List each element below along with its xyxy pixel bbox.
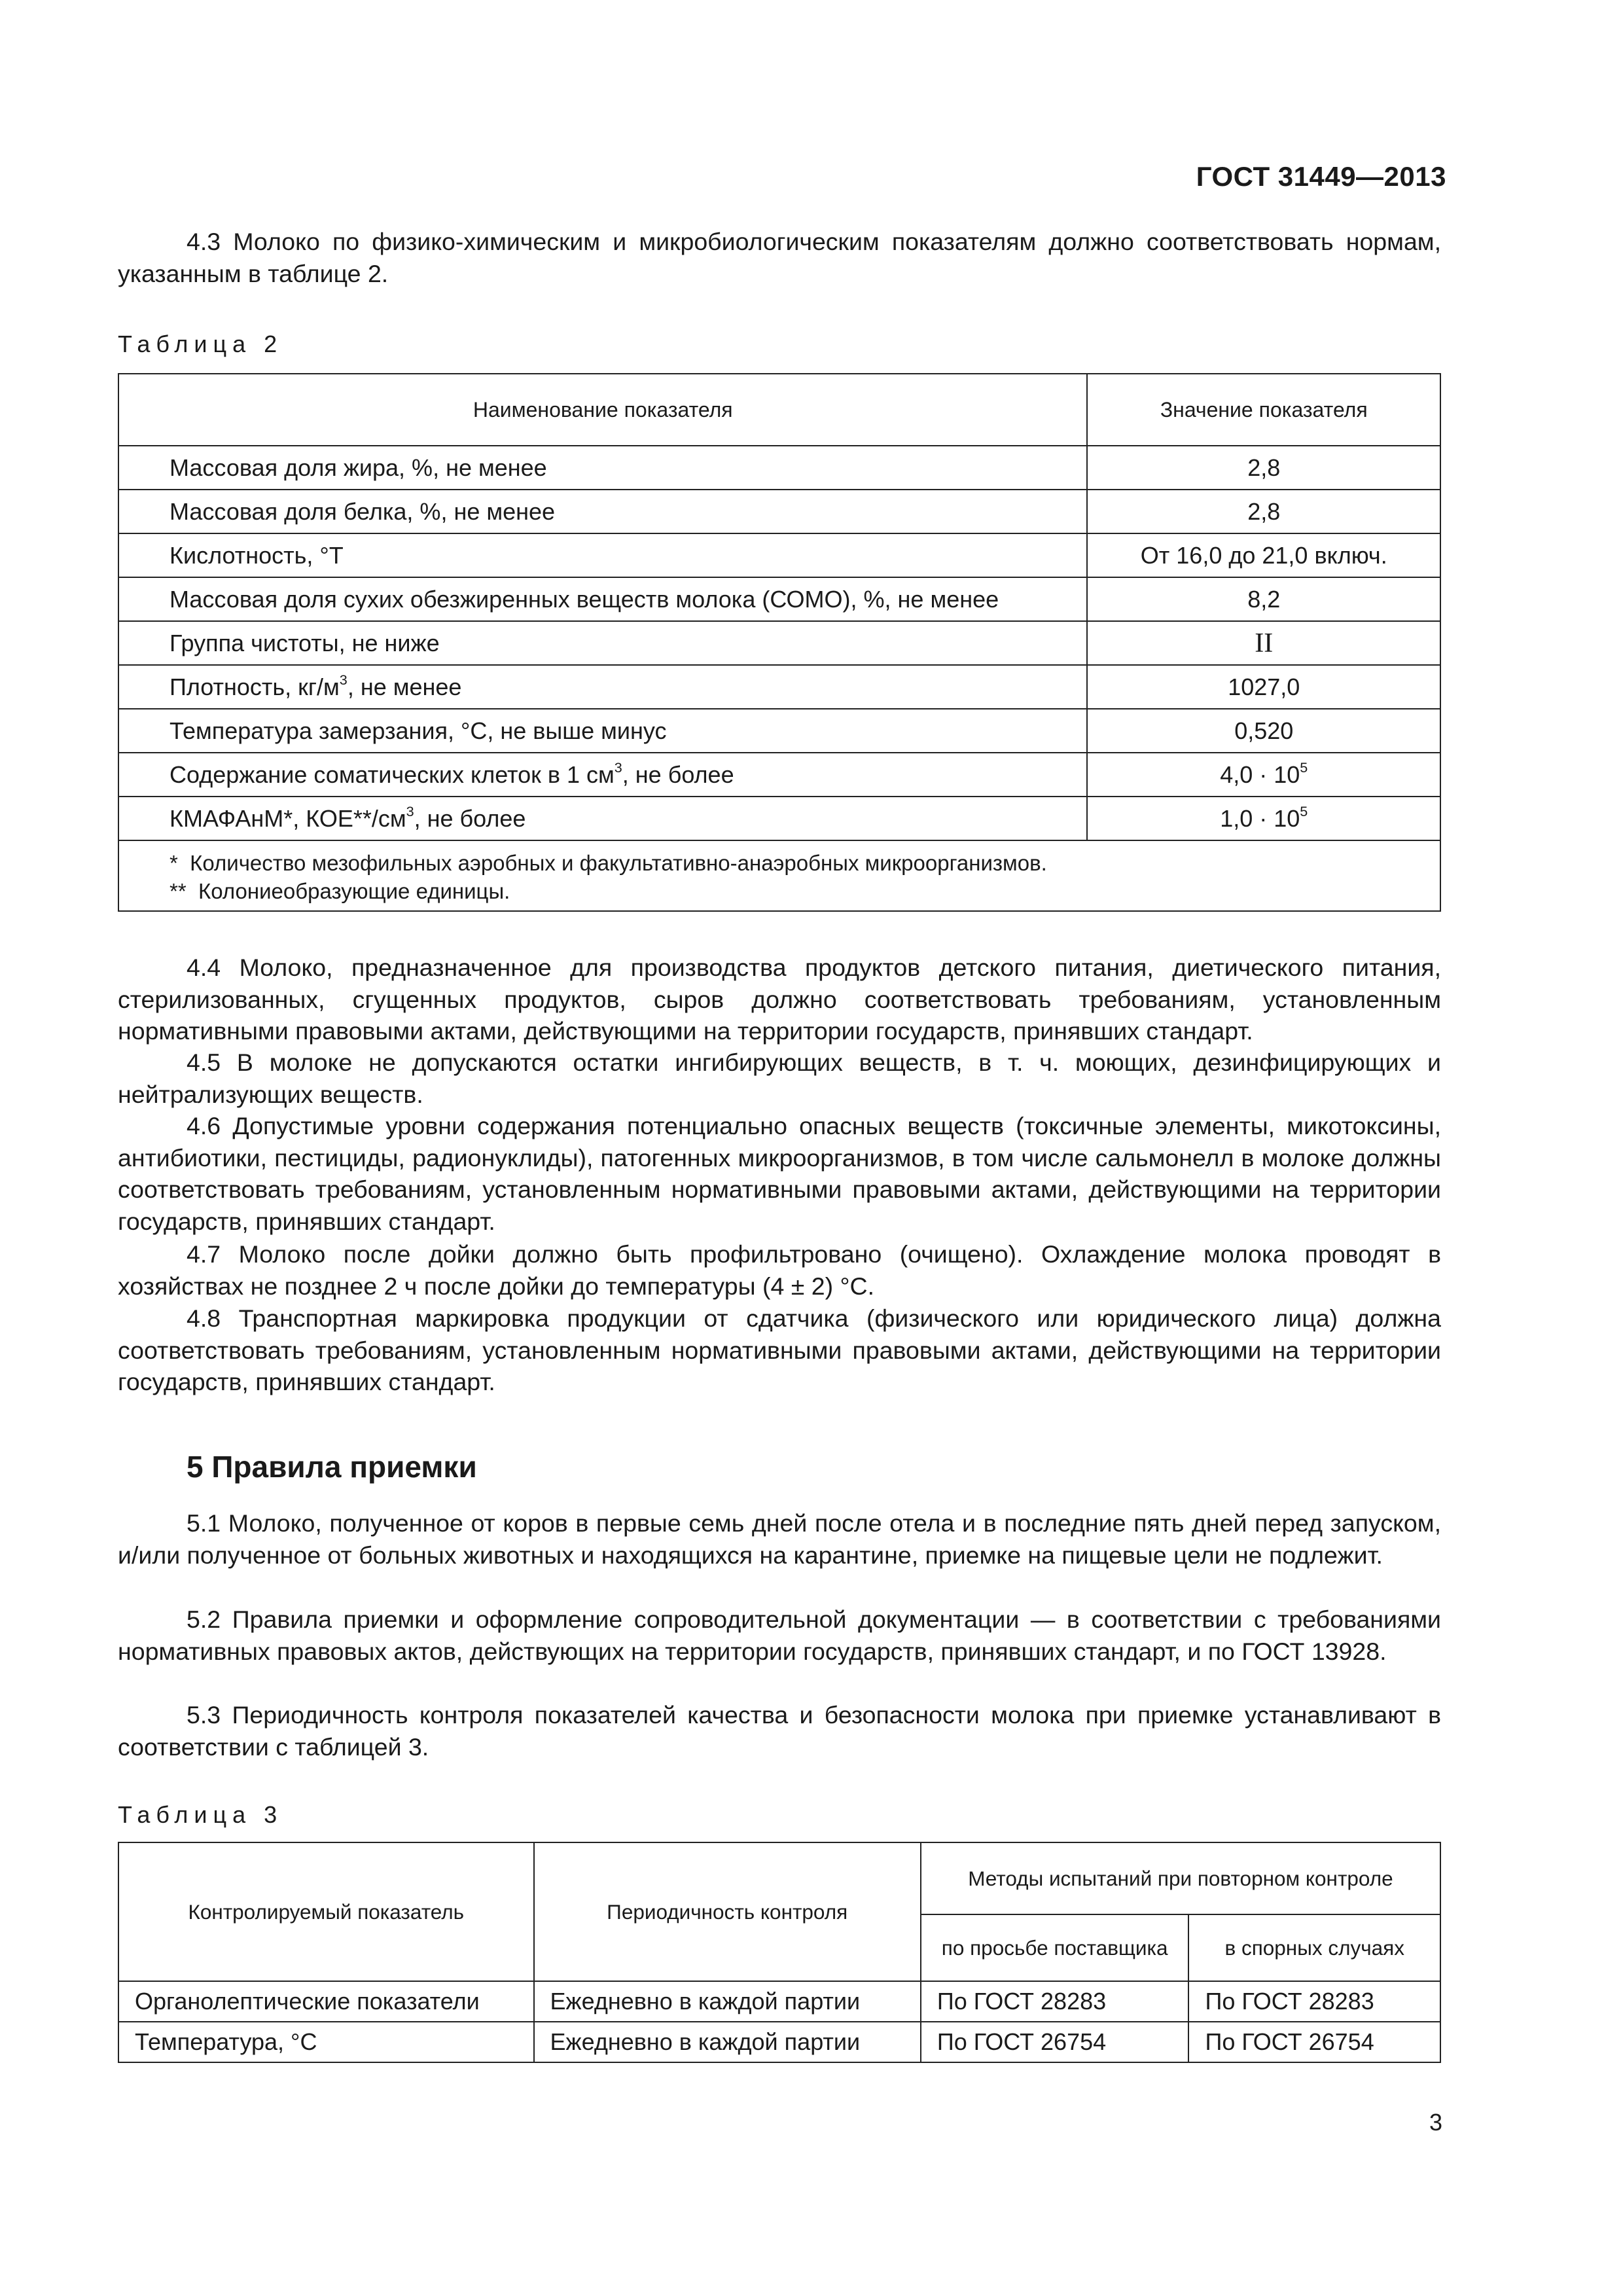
indicator-name: Массовая доля белка, %, не менее — [118, 490, 1087, 533]
table-row — [118, 490, 1440, 533]
table-3-header-row — [118, 1842, 1440, 1914]
table-row — [118, 577, 1440, 621]
paragraph-4-6 — [118, 1110, 1441, 1237]
paragraph-4-7 — [118, 1238, 1441, 1302]
method-disputes: По ГОСТ 28283 — [1188, 1981, 1440, 2022]
paragraph-5-2-text: 5.2 Правила приемки и оформление сопроводительной документации — в соответствии с требованиями нормативных правовых актов, действующих на территории государств, принявших стандарт, и по ГОСТ 13928. — [118, 1605, 1441, 1665]
table-3-header-disputes: в спорных случаях — [1188, 1914, 1440, 1981]
indicator-value: 2,8 — [1087, 490, 1440, 533]
paragraph-4-3-text: 4.3 Молоко по физико-химическим и микробиологическим показателям должно соответствовать нормам, указанным в таблице 2. — [118, 228, 1441, 287]
indicator-name: Плотность, $кг/м^3$, не менее — [118, 665, 1087, 709]
method-disputes: По ГОСТ 26754 — [1188, 2022, 1440, 2062]
indicator-value: 1027,0 — [1087, 665, 1440, 709]
paragraph-5-1-text: 5.1 Молоко, полученное от коров в первые семь дней после отела и в последние пять дней перед запуском, и/или полученное от больных животных и находящихся на карантине, приемке на пищевые цели не подлежит. — [118, 1509, 1441, 1569]
control-periodicity: Ежедневно в каждой партии — [534, 1981, 921, 2022]
paragraph-5-1 — [118, 1507, 1441, 1571]
table-2-header-name: Наименование показателя — [118, 374, 1087, 446]
indicator-name: Температура замерзания, °С, не выше минус — [118, 709, 1087, 753]
table-row — [118, 797, 1440, 840]
table-row — [118, 621, 1440, 665]
table-row — [118, 753, 1440, 797]
indicator-value: 0,520 — [1087, 709, 1440, 753]
paragraph-5-2 — [118, 1604, 1441, 1667]
paragraph-5-3-text: 5.3 Периодичность контроля показателей качества и безопасности молока при приемке устанавливают в соответствии с таблицей 3. — [118, 1701, 1441, 1761]
table-row — [118, 665, 1440, 709]
table-3-header-supplier: по просьбе поставщика — [921, 1914, 1189, 1981]
table-3-caption: Таблица 3 — [118, 1801, 283, 1828]
table-2-notes-row — [118, 840, 1440, 911]
document-code: ГОСТ 31449—2013 — [1196, 161, 1446, 192]
indicator-name: Массовая доля сухих обезжиренных веществ молока (СОМО), %, не менее — [118, 577, 1087, 621]
paragraph-4-8 — [118, 1302, 1441, 1398]
paragraph-4-5 — [118, 1047, 1441, 1110]
indicator-value: От 16,0 до 21,0 включ. — [1087, 533, 1440, 577]
paragraph-4-7-text: 4.7 Молоко после дойки должно быть профильтровано (очищено). Охлаждение молока проводят в хозяйствах не позднее 2 ч после дойки до температуры (4 ± 2) °С. — [118, 1240, 1441, 1300]
table-3-header-methods: Методы испытаний при повторном контроле — [921, 1842, 1440, 1914]
table-2-caption: Таблица 2 — [118, 331, 283, 357]
controlled-indicator: Органолептические показатели — [118, 1981, 534, 2022]
paragraph-4-3 — [118, 226, 1441, 289]
table-row — [118, 446, 1440, 490]
indicator-name: Кислотность, °Т — [118, 533, 1087, 577]
table-2-header-row — [118, 374, 1440, 446]
indicator-value: 2,8 — [1087, 446, 1440, 490]
table-2-note-1: * Количество мезофильных аэробных и факультативно-анаэробных микроорганизмов. — [169, 851, 1047, 875]
indicator-value: $1,0 \cdot 10^5$ — [1087, 797, 1440, 840]
paragraph-4-4-text: 4.4 Молоко, предназначенное для производства продуктов детского питания, диетического питания, стерилизованных, сгущенных продуктов, сыров должно соответствовать требованиям, установленным нормативными правовыми актами, действующими на территории государств, принявших стандарт. — [118, 954, 1441, 1045]
table-3-header-periodicity: Периодичность контроля — [534, 1842, 921, 1981]
paragraph-4-8-text: 4.8 Транспортная маркировка продукции от сдатчика (физического или юридического лица) должна соответствовать требованиям, установленным нормативными правовыми актами, действующими на территории государств, принявших стандарт. — [118, 1304, 1441, 1395]
indicator-name: Содержание соматических клеток в 1 $см^3$, не более — [118, 753, 1087, 797]
section-5-title: 5 Правила приемки — [187, 1450, 477, 1484]
paragraph-4-5-text: 4.5 В молоке не допускаются остатки ингибирующих веществ, в т. ч. моющих, дезинфицирующих и нейтрализующих веществ. — [118, 1049, 1441, 1108]
table-row — [118, 2022, 1440, 2062]
paragraph-4-4 — [118, 952, 1441, 1047]
indicator-value: 8,2 — [1087, 577, 1440, 621]
page-number: 3 — [1429, 2109, 1442, 2136]
table-3-header-indicator: Контролируемый показатель — [118, 1842, 534, 1981]
table-3 — [118, 1842, 1441, 2063]
control-periodicity: Ежедневно в каждой партии — [534, 2022, 921, 2062]
table-row — [118, 1981, 1440, 2022]
method-supplier-request: По ГОСТ 28283 — [921, 1981, 1189, 2022]
table-2-header-value: Значение показателя — [1087, 374, 1440, 446]
table-row — [118, 533, 1440, 577]
indicator-name: КМАФАнМ*, $КОЕ**/см^3$, не более — [118, 797, 1087, 840]
paragraph-5-3 — [118, 1699, 1441, 1763]
indicator-value: II — [1087, 621, 1440, 665]
paragraph-4-6-text: 4.6 Допустимые уровни содержания потенциально опасных веществ (токсичные элементы, микотоксины, антибиотики, пестициды, радионуклиды), патогенных микроорганизмов, в том числе сальмонелл в молоке должны соответствовать требованиям, установленным нормативными правовыми актами, действующими на территории государств, принявших стандарт. — [118, 1112, 1441, 1235]
controlled-indicator: Температура, °С — [118, 2022, 534, 2062]
indicator-name: Группа чистоты, не ниже — [118, 621, 1087, 665]
table-2-notes — [118, 840, 1440, 911]
table-2 — [118, 373, 1441, 912]
table-2-note-2: ** Колониеобразующие единицы. — [169, 879, 510, 903]
indicator-name: Массовая доля жира, %, не менее — [118, 446, 1087, 490]
indicator-value: $4,0 \cdot 10^5$ — [1087, 753, 1440, 797]
table-row — [118, 709, 1440, 753]
method-supplier-request: По ГОСТ 26754 — [921, 2022, 1189, 2062]
